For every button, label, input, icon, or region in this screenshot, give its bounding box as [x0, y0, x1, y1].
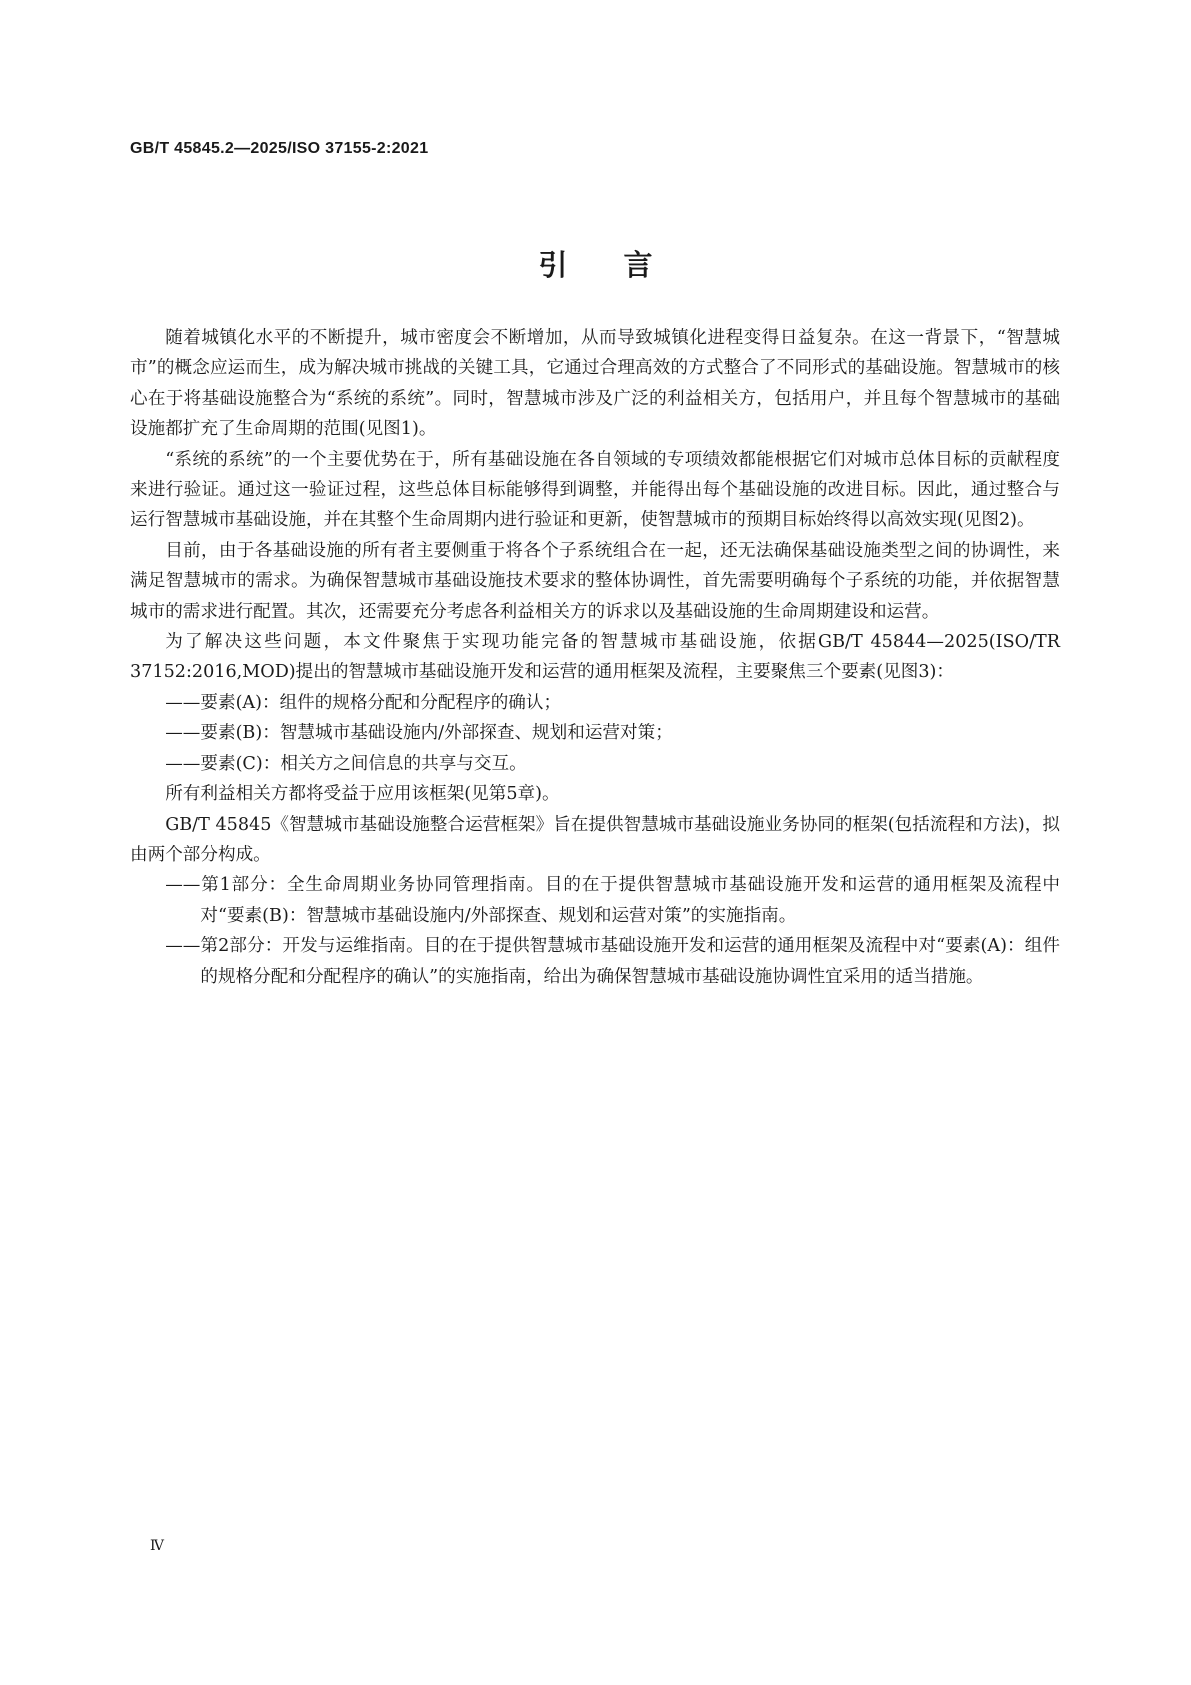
- document-code: GB/T 45845.2—2025/ISO 37155-2:2021: [130, 140, 429, 157]
- paragraph-1: 随着城镇化水平的不断提升，城市密度会不断增加，从而导致城镇化进程变得日益复杂。在这一背景下，“智慧城市”的概念应运而生，成为解决城市挑战的关键工具，它通过合理高效的方式整合了不同形式的基础设施。智慧城市的核心在于将基础设施整合为“系统的系统”。同时，智慧城市涉及广泛的利益相关方，包括用户，并且每个智慧城市的基础设施都扩充了生命周期的范围(见图1)。: [130, 328, 1061, 440]
- paragraph-2: “系统的系统”的一个主要优势在于，所有基础设施在各自领域的专项绩效都能根据它们对城市总体目标的贡献程度来进行验证。通过这一验证过程，这些总体目标能够得到调整，并能得出每个基础设施的改进目标。因此，通过整合与运行智慧城市基础设施，并在其整个生命周期内进行验证和更新，使智慧城市的预期目标始终得以高效实现(见图2)。: [130, 449, 1060, 531]
- element-a-item: ——要素(A)：组件的规格分配和分配程序的确认；: [165, 692, 562, 713]
- paragraph-4: 为了解决这些问题，本文件聚焦于实现功能完备的智慧城市基础设施，依据GB/T 45844—2025(ISO/TR 37152:2016,MOD)提出的智慧城市基础设施开发和运营的通用框架及流程，主要聚焦三个要素(见图3)：: [130, 632, 1060, 683]
- part-2-item: ——第2部分：开发与运维指南。目的在于提供智慧城市基础设施开发和运营的通用框架及流程中对“要素(A)：组件的规格分配和分配程序的确认”的实施指南，给出为确保智慧城市基础设施协调性宜采用的适当措施。: [165, 936, 1060, 987]
- page-number: Ⅳ: [150, 1538, 164, 1554]
- element-c-item: ——要素(C)：相关方之间信息的共享与交互。: [165, 753, 527, 774]
- paragraph-3: 目前，由于各基础设施的所有者主要侧重于将各个子系统组合在一起，还无法确保基础设施类型之间的协调性，来满足智慧城市的需求。为确保智慧城市基础设施技术要求的整体协调性，首先需要明确每个子系统的功能，并依据智慧城市的需求进行配置。其次，还需要充分考虑各利益相关方的诉求以及基础设施的生命周期建设和运营。: [130, 540, 1060, 622]
- element-b-item: ——要素(B)：智慧城市基础设施内/外部探查、规划和运营对策；: [165, 723, 673, 744]
- benefit-paragraph: 所有利益相关方都将受益于应用该框架(见第5章)。: [165, 784, 560, 805]
- page-title: 引言: [538, 248, 709, 282]
- introduction-body: [130, 323, 1060, 992]
- part-1-item: ——第1部分：全生命周期业务协同管理指南。目的在于提供智慧城市基础设施开发和运营的通用框架及流程中对“要素(B)：智慧城市基础设施内/外部探查、规划和运营对策”的实施指南。: [165, 875, 1060, 926]
- framework-paragraph: GB/T 45845《智慧城市基础设施整合运营框架》旨在提供智慧城市基础设施业务协同的框架(包括流程和方法)，拟由两个部分构成。: [130, 814, 1060, 865]
